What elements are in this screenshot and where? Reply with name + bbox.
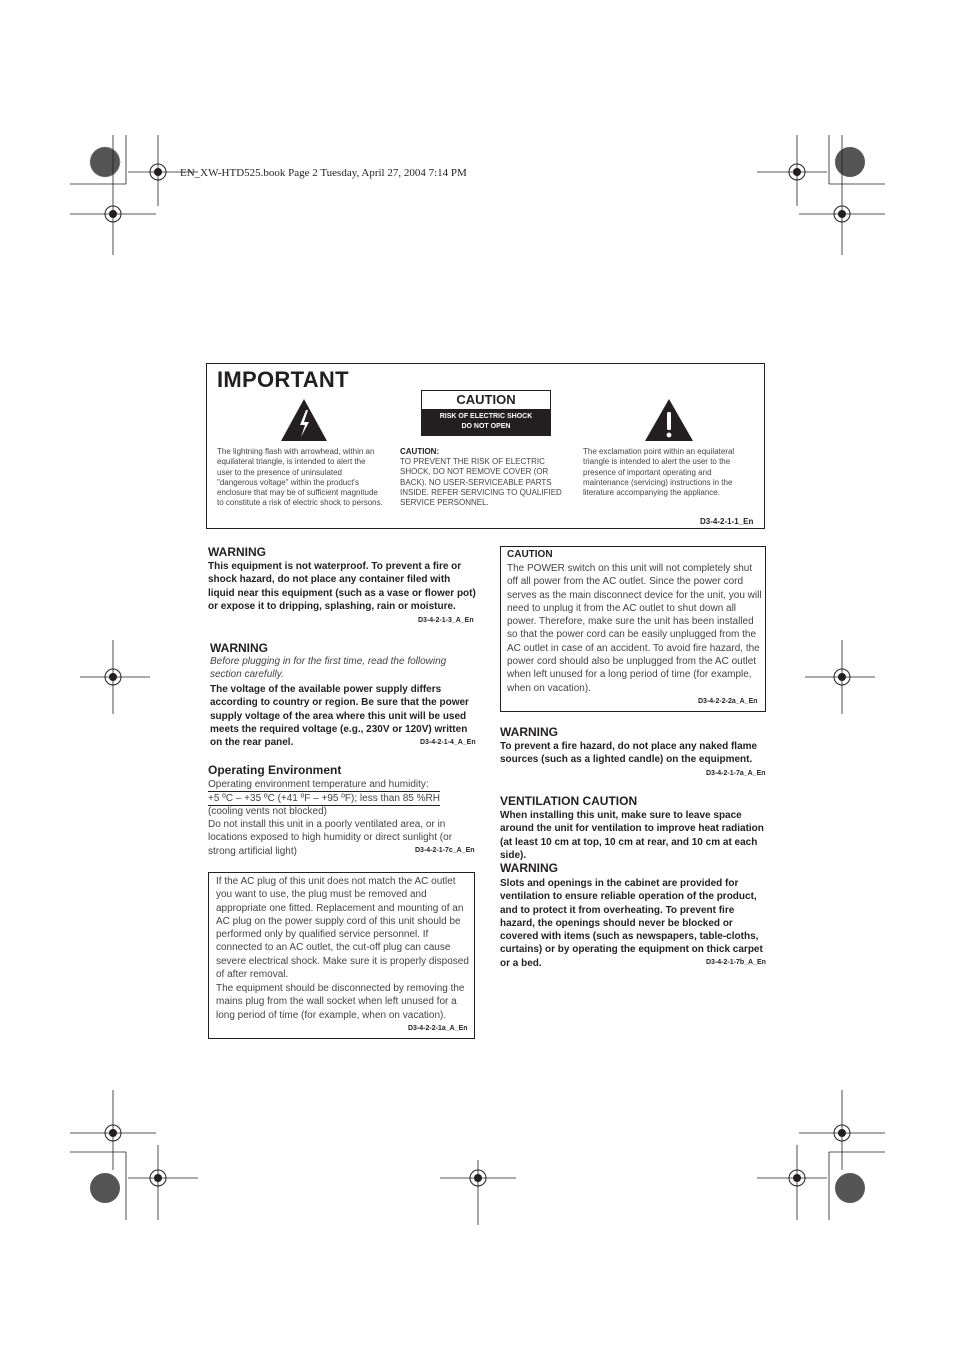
warning-4-heading: WARNING xyxy=(500,861,558,875)
caution-label-box xyxy=(421,390,551,436)
operating-text: Do not install this unit in a poorly ventilated area, or in locations exposed to high humidity or direct sunlight (or strong artificial light) xyxy=(208,819,453,857)
warning-3-text: To prevent a fire hazard, do not place any naked flame sources (such as a lighted candle) on the equipment. xyxy=(500,741,758,766)
caution-label: CAUTION xyxy=(456,392,516,407)
operating-environment-heading: Operating Environment xyxy=(208,763,342,777)
ac-plug-text-2: The equipment should be disconnected by removing the mains plug from the wall socket when left unused for a long period of time (for example, when on vacation). xyxy=(216,983,465,1021)
crop-mark-top-right-icon xyxy=(755,120,885,260)
caution-power-text: The POWER switch on this unit will not completely shut off all power from the AC outlet. Since the power cord serves as the main disconnect device for the unit, you will need to unplug it from the AC outlet to shut down all power. Therefore, make sure the unit has been installed so that the power cord can be easily unplugged from the AC outlet in case of an accident. To avoid fire hazard, the power cord should also be unplugged from the AC outlet when left unused for a long period of time (for example, when on vacation). xyxy=(507,563,762,694)
crop-mark-mid-left-icon xyxy=(80,640,150,720)
exclamation-triangle-icon xyxy=(644,398,694,442)
page-header: EN_XW-HTD525.book Page 2 Tuesday, April 27, 2004 7:14 PM xyxy=(180,167,467,179)
operating-line-3: (cooling vents not blocked) xyxy=(208,806,327,817)
warning-2-heading: WARNING xyxy=(210,641,268,655)
crop-mark-mid-right-icon xyxy=(805,640,875,720)
center-caution-heading: CAUTION: xyxy=(400,447,440,456)
warning-1-heading: WARNING xyxy=(208,545,266,559)
crop-mark-bottom-left-icon xyxy=(70,1090,200,1225)
ventilation-text: When installing this unit, make sure to leave space around the unit for ventilation to improve heat radiation (at least 10 cm at top, 10 cm at rear, and 10 cm at each side). xyxy=(500,810,764,861)
warning-1-text: This equipment is not waterproof. To prevent a fire or shock hazard, do not place any container filed with liquid near this equipment (such as a vase or flower pot) or expose it to dripping, splashing, rain or moisture. xyxy=(208,561,476,612)
warning-3-code: D3-4-2-1-7a_A_En xyxy=(706,770,766,777)
caution-power-heading: CAUTION xyxy=(507,549,553,560)
important-code: D3-4-2-1-1_En xyxy=(700,517,754,526)
crop-mark-bottom-right-icon xyxy=(755,1090,885,1225)
lightning-triangle-icon xyxy=(280,398,328,442)
warning-1-code: D3-4-2-1-3_A_En xyxy=(418,617,474,624)
warning-2-code: D3-4-2-1-4_A_En xyxy=(420,739,476,746)
ventilation-heading: VENTILATION CAUTION xyxy=(500,794,638,808)
caution-strip-line2: DO NOT OPEN xyxy=(461,423,511,430)
warning-3-heading: WARNING xyxy=(500,725,558,739)
warning-4-text: Slots and openings in the cabinet are provided for ventilation to ensure reliable operation of the product, and to protect it from overheating. To prevent fire hazard, the openings should never be blocked or covered with items (such as newspapers, table-cloths, curtains) or by operating the equipment on thick carpet or a bed. xyxy=(500,878,763,969)
operating-line-1: Operating environment temperature and humidity: xyxy=(208,779,429,790)
warning-2-intro: Before plugging in for the first time, read the following section carefully. xyxy=(210,656,447,681)
center-caution-text: TO PREVENT THE RISK OF ELECTRIC SHOCK, DO NOT REMOVE COVER (OR BACK). NO USER-SERVICEABLE PARTS INSIDE. REFER SERVICING TO QUALIFIED SERVICE PERSONNEL. xyxy=(400,457,562,508)
operating-line-2: +5 ºC – +35 ºC (+41 ºF – +95 ºF); less than 85 %RH xyxy=(208,791,440,806)
warning-4-code: D3-4-2-1-7b_A_En xyxy=(706,959,766,966)
exclamation-description: The exclamation point within an equilateral triangle is intended to alert the user to the presence of important operating and maintenance (servicing) instructions in the literature accompanying the appliance. xyxy=(583,447,735,498)
crop-mark-bottom-center-icon xyxy=(440,1160,520,1230)
caution-strip-line1: RISK OF ELECTRIC SHOCK xyxy=(439,413,533,420)
caution-strip xyxy=(422,409,550,435)
important-title: IMPORTANT xyxy=(217,367,349,392)
ac-plug-text-1: If the AC plug of this unit does not match the AC outlet you want to use, the plug must be removed and appropriate one fitted. Replacement and mounting of an AC plug on the power supply cord of this unit should be performed only by qualified service personnel. If connected to an AC outlet, the cut-off plug can cause severe electrical shock. Make sure it is properly disposed of after removal. xyxy=(216,876,469,981)
ac-plug-code: D3-4-2-2-1a_A_En xyxy=(408,1025,468,1032)
caution-power-code: D3-4-2-2-2a_A_En xyxy=(698,698,758,705)
crop-mark-top-left-icon xyxy=(70,120,200,260)
operating-code: D3-4-2-1-7c_A_En xyxy=(415,847,475,854)
warning-2-text: The voltage of the available power supply differs according to country or region. Be sure that the power supply voltage of the area where this unit will be used meets the required voltage (e.g., 230V or 120V) written on the rear panel. xyxy=(210,684,469,749)
lightning-description: The lightning flash with arrowhead, within an equilateral triangle, is intended to alert the user to the presence of uninsulated "dangerous voltage" within the product's enclosure that may be of sufficient magnitude to constitute a risk of electric shock to persons. xyxy=(217,447,383,508)
